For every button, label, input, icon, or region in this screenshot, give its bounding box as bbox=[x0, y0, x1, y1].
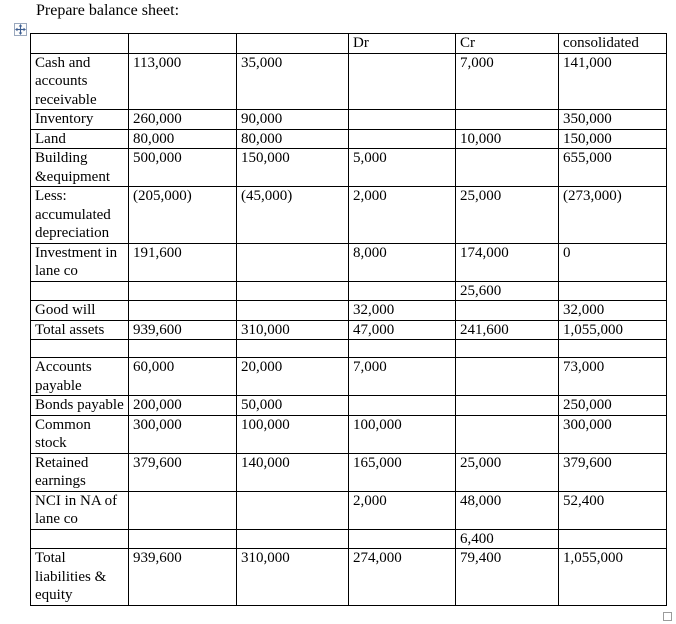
value-cell[interactable]: 1,055,000 bbox=[559, 549, 667, 606]
table-row-7 bbox=[31, 301, 667, 321]
value-cell[interactable] bbox=[129, 340, 237, 358]
value-cell[interactable]: 47,000 bbox=[349, 320, 456, 340]
value-cell[interactable] bbox=[456, 340, 559, 358]
value-cell[interactable]: (45,000) bbox=[237, 187, 349, 244]
table-row-2 bbox=[31, 129, 667, 149]
value-cell[interactable]: 80,000 bbox=[237, 129, 349, 149]
column-header-empty-2[interactable] bbox=[237, 34, 349, 54]
column-header-consolidated[interactable]: consolidated bbox=[559, 34, 667, 54]
value-cell[interactable]: 379,600 bbox=[559, 453, 667, 491]
table-resize-handle[interactable] bbox=[663, 612, 672, 621]
value-cell[interactable]: 20,000 bbox=[237, 358, 349, 396]
value-cell[interactable]: 100,000 bbox=[349, 415, 456, 453]
value-cell[interactable]: 165,000 bbox=[349, 453, 456, 491]
row-label-cell[interactable]: NCI in NA of lane co bbox=[31, 491, 129, 529]
row-label-cell[interactable]: Common stock bbox=[31, 415, 129, 453]
value-cell[interactable]: 113,000 bbox=[129, 53, 237, 110]
value-cell[interactable]: 274,000 bbox=[349, 549, 456, 606]
value-cell[interactable] bbox=[349, 529, 456, 549]
move-arrows-icon bbox=[15, 24, 26, 35]
row-label-cell[interactable]: Total assets bbox=[31, 320, 129, 340]
column-header-dr[interactable]: Dr bbox=[349, 34, 456, 54]
table-row-6 bbox=[31, 281, 667, 301]
table-header-row bbox=[31, 34, 667, 54]
value-cell[interactable] bbox=[456, 358, 559, 396]
column-header-cr[interactable]: Cr bbox=[456, 34, 559, 54]
row-label-cell[interactable]: Total liabilities & equity bbox=[31, 549, 129, 606]
value-cell[interactable] bbox=[129, 281, 237, 301]
value-cell[interactable] bbox=[237, 529, 349, 549]
row-label-cell[interactable]: Good will bbox=[31, 301, 129, 321]
value-cell[interactable]: 140,000 bbox=[237, 453, 349, 491]
value-cell[interactable] bbox=[456, 149, 559, 187]
value-cell[interactable]: 7,000 bbox=[456, 53, 559, 110]
value-cell[interactable]: 939,600 bbox=[129, 549, 237, 606]
row-label-cell[interactable]: Bonds payable bbox=[31, 396, 129, 416]
value-cell[interactable]: (205,000) bbox=[129, 187, 237, 244]
table-row-8 bbox=[31, 320, 667, 340]
value-cell[interactable]: 8,000 bbox=[349, 243, 456, 281]
value-cell[interactable]: 310,000 bbox=[237, 549, 349, 606]
value-cell[interactable]: 350,000 bbox=[559, 110, 667, 130]
value-cell[interactable]: 48,000 bbox=[456, 491, 559, 529]
row-label-cell[interactable]: Less: accumulated depreciation bbox=[31, 187, 129, 244]
value-cell[interactable] bbox=[456, 301, 559, 321]
table-row-1 bbox=[31, 110, 667, 130]
value-cell[interactable]: 2,000 bbox=[349, 187, 456, 244]
value-cell[interactable] bbox=[456, 110, 559, 130]
row-label-cell[interactable]: Retained earnings bbox=[31, 453, 129, 491]
table-row-5 bbox=[31, 243, 667, 281]
value-cell[interactable]: 655,000 bbox=[559, 149, 667, 187]
value-cell[interactable]: 141,000 bbox=[559, 53, 667, 110]
value-cell[interactable]: 250,000 bbox=[559, 396, 667, 416]
value-cell[interactable]: 80,000 bbox=[129, 129, 237, 149]
table-row-9 bbox=[31, 340, 667, 358]
value-cell[interactable] bbox=[129, 491, 237, 529]
value-cell[interactable]: 73,000 bbox=[559, 358, 667, 396]
row-label-cell[interactable]: Land bbox=[31, 129, 129, 149]
value-cell[interactable]: 50,000 bbox=[237, 396, 349, 416]
table-body bbox=[31, 53, 667, 605]
value-cell[interactable] bbox=[349, 340, 456, 358]
column-header-empty-0[interactable] bbox=[31, 34, 129, 54]
value-cell[interactable]: 32,000 bbox=[349, 301, 456, 321]
row-label-cell[interactable]: Accounts payable bbox=[31, 358, 129, 396]
value-cell[interactable] bbox=[129, 301, 237, 321]
value-cell[interactable]: 7,000 bbox=[349, 358, 456, 396]
value-cell[interactable] bbox=[237, 281, 349, 301]
value-cell[interactable] bbox=[237, 243, 349, 281]
document-title[interactable]: Prepare balance sheet: bbox=[36, 2, 180, 19]
value-cell[interactable] bbox=[129, 529, 237, 549]
value-cell[interactable] bbox=[349, 110, 456, 130]
value-cell[interactable] bbox=[349, 281, 456, 301]
value-cell[interactable]: 1,055,000 bbox=[559, 320, 667, 340]
value-cell[interactable]: 35,000 bbox=[237, 53, 349, 110]
value-cell[interactable]: 52,400 bbox=[559, 491, 667, 529]
table-row-12 bbox=[31, 415, 667, 453]
balance-sheet-table bbox=[30, 33, 667, 606]
value-cell[interactable]: 379,600 bbox=[129, 453, 237, 491]
table-row-4 bbox=[31, 187, 667, 244]
value-cell[interactable] bbox=[559, 340, 667, 358]
value-cell[interactable] bbox=[349, 129, 456, 149]
table-row-11 bbox=[31, 396, 667, 416]
value-cell[interactable]: 939,600 bbox=[129, 320, 237, 340]
value-cell[interactable]: 260,000 bbox=[129, 110, 237, 130]
value-cell[interactable] bbox=[456, 415, 559, 453]
row-label-cell[interactable]: Inventory bbox=[31, 110, 129, 130]
row-label-cell[interactable]: Building &equipment bbox=[31, 149, 129, 187]
value-cell[interactable]: 60,000 bbox=[129, 358, 237, 396]
value-cell[interactable]: 10,000 bbox=[456, 129, 559, 149]
value-cell[interactable] bbox=[559, 281, 667, 301]
value-cell[interactable]: 150,000 bbox=[559, 129, 667, 149]
value-cell[interactable]: 5,000 bbox=[349, 149, 456, 187]
value-cell[interactable]: 150,000 bbox=[237, 149, 349, 187]
value-cell[interactable] bbox=[456, 396, 559, 416]
value-cell[interactable]: 200,000 bbox=[129, 396, 237, 416]
table-move-handle[interactable] bbox=[14, 23, 27, 36]
table-row-13 bbox=[31, 453, 667, 491]
value-cell[interactable]: 79,400 bbox=[456, 549, 559, 606]
row-label-cell[interactable] bbox=[31, 281, 129, 301]
value-cell[interactable]: 2,000 bbox=[349, 491, 456, 529]
value-cell[interactable]: 191,600 bbox=[129, 243, 237, 281]
value-cell[interactable]: 174,000 bbox=[456, 243, 559, 281]
row-label-cell[interactable] bbox=[31, 529, 129, 549]
value-cell[interactable] bbox=[349, 396, 456, 416]
value-cell[interactable]: 25,000 bbox=[456, 453, 559, 491]
value-cell[interactable]: 25,600 bbox=[456, 281, 559, 301]
value-cell[interactable] bbox=[237, 340, 349, 358]
value-cell[interactable] bbox=[349, 53, 456, 110]
table-row-3 bbox=[31, 149, 667, 187]
row-label-cell[interactable]: Cash and accounts receivable bbox=[31, 53, 129, 110]
value-cell[interactable]: 32,000 bbox=[559, 301, 667, 321]
value-cell[interactable]: 100,000 bbox=[237, 415, 349, 453]
value-cell[interactable]: 90,000 bbox=[237, 110, 349, 130]
row-label-cell[interactable]: Investment in lane co bbox=[31, 243, 129, 281]
row-label-cell[interactable] bbox=[31, 340, 129, 358]
table-row-14 bbox=[31, 491, 667, 529]
table-row-0 bbox=[31, 53, 667, 110]
value-cell[interactable]: (273,000) bbox=[559, 187, 667, 244]
value-cell[interactable]: 0 bbox=[559, 243, 667, 281]
value-cell[interactable]: 500,000 bbox=[129, 149, 237, 187]
value-cell[interactable]: 25,000 bbox=[456, 187, 559, 244]
value-cell[interactable]: 300,000 bbox=[559, 415, 667, 453]
table-row-16 bbox=[31, 549, 667, 606]
value-cell[interactable]: 300,000 bbox=[129, 415, 237, 453]
table-row-10 bbox=[31, 358, 667, 396]
table-row-15 bbox=[31, 529, 667, 549]
value-cell[interactable]: 241,600 bbox=[456, 320, 559, 340]
value-cell[interactable] bbox=[237, 301, 349, 321]
column-header-empty-1[interactable] bbox=[129, 34, 237, 54]
value-cell[interactable]: 310,000 bbox=[237, 320, 349, 340]
value-cell[interactable] bbox=[237, 491, 349, 529]
value-cell[interactable] bbox=[559, 529, 667, 549]
value-cell[interactable]: 6,400 bbox=[456, 529, 559, 549]
